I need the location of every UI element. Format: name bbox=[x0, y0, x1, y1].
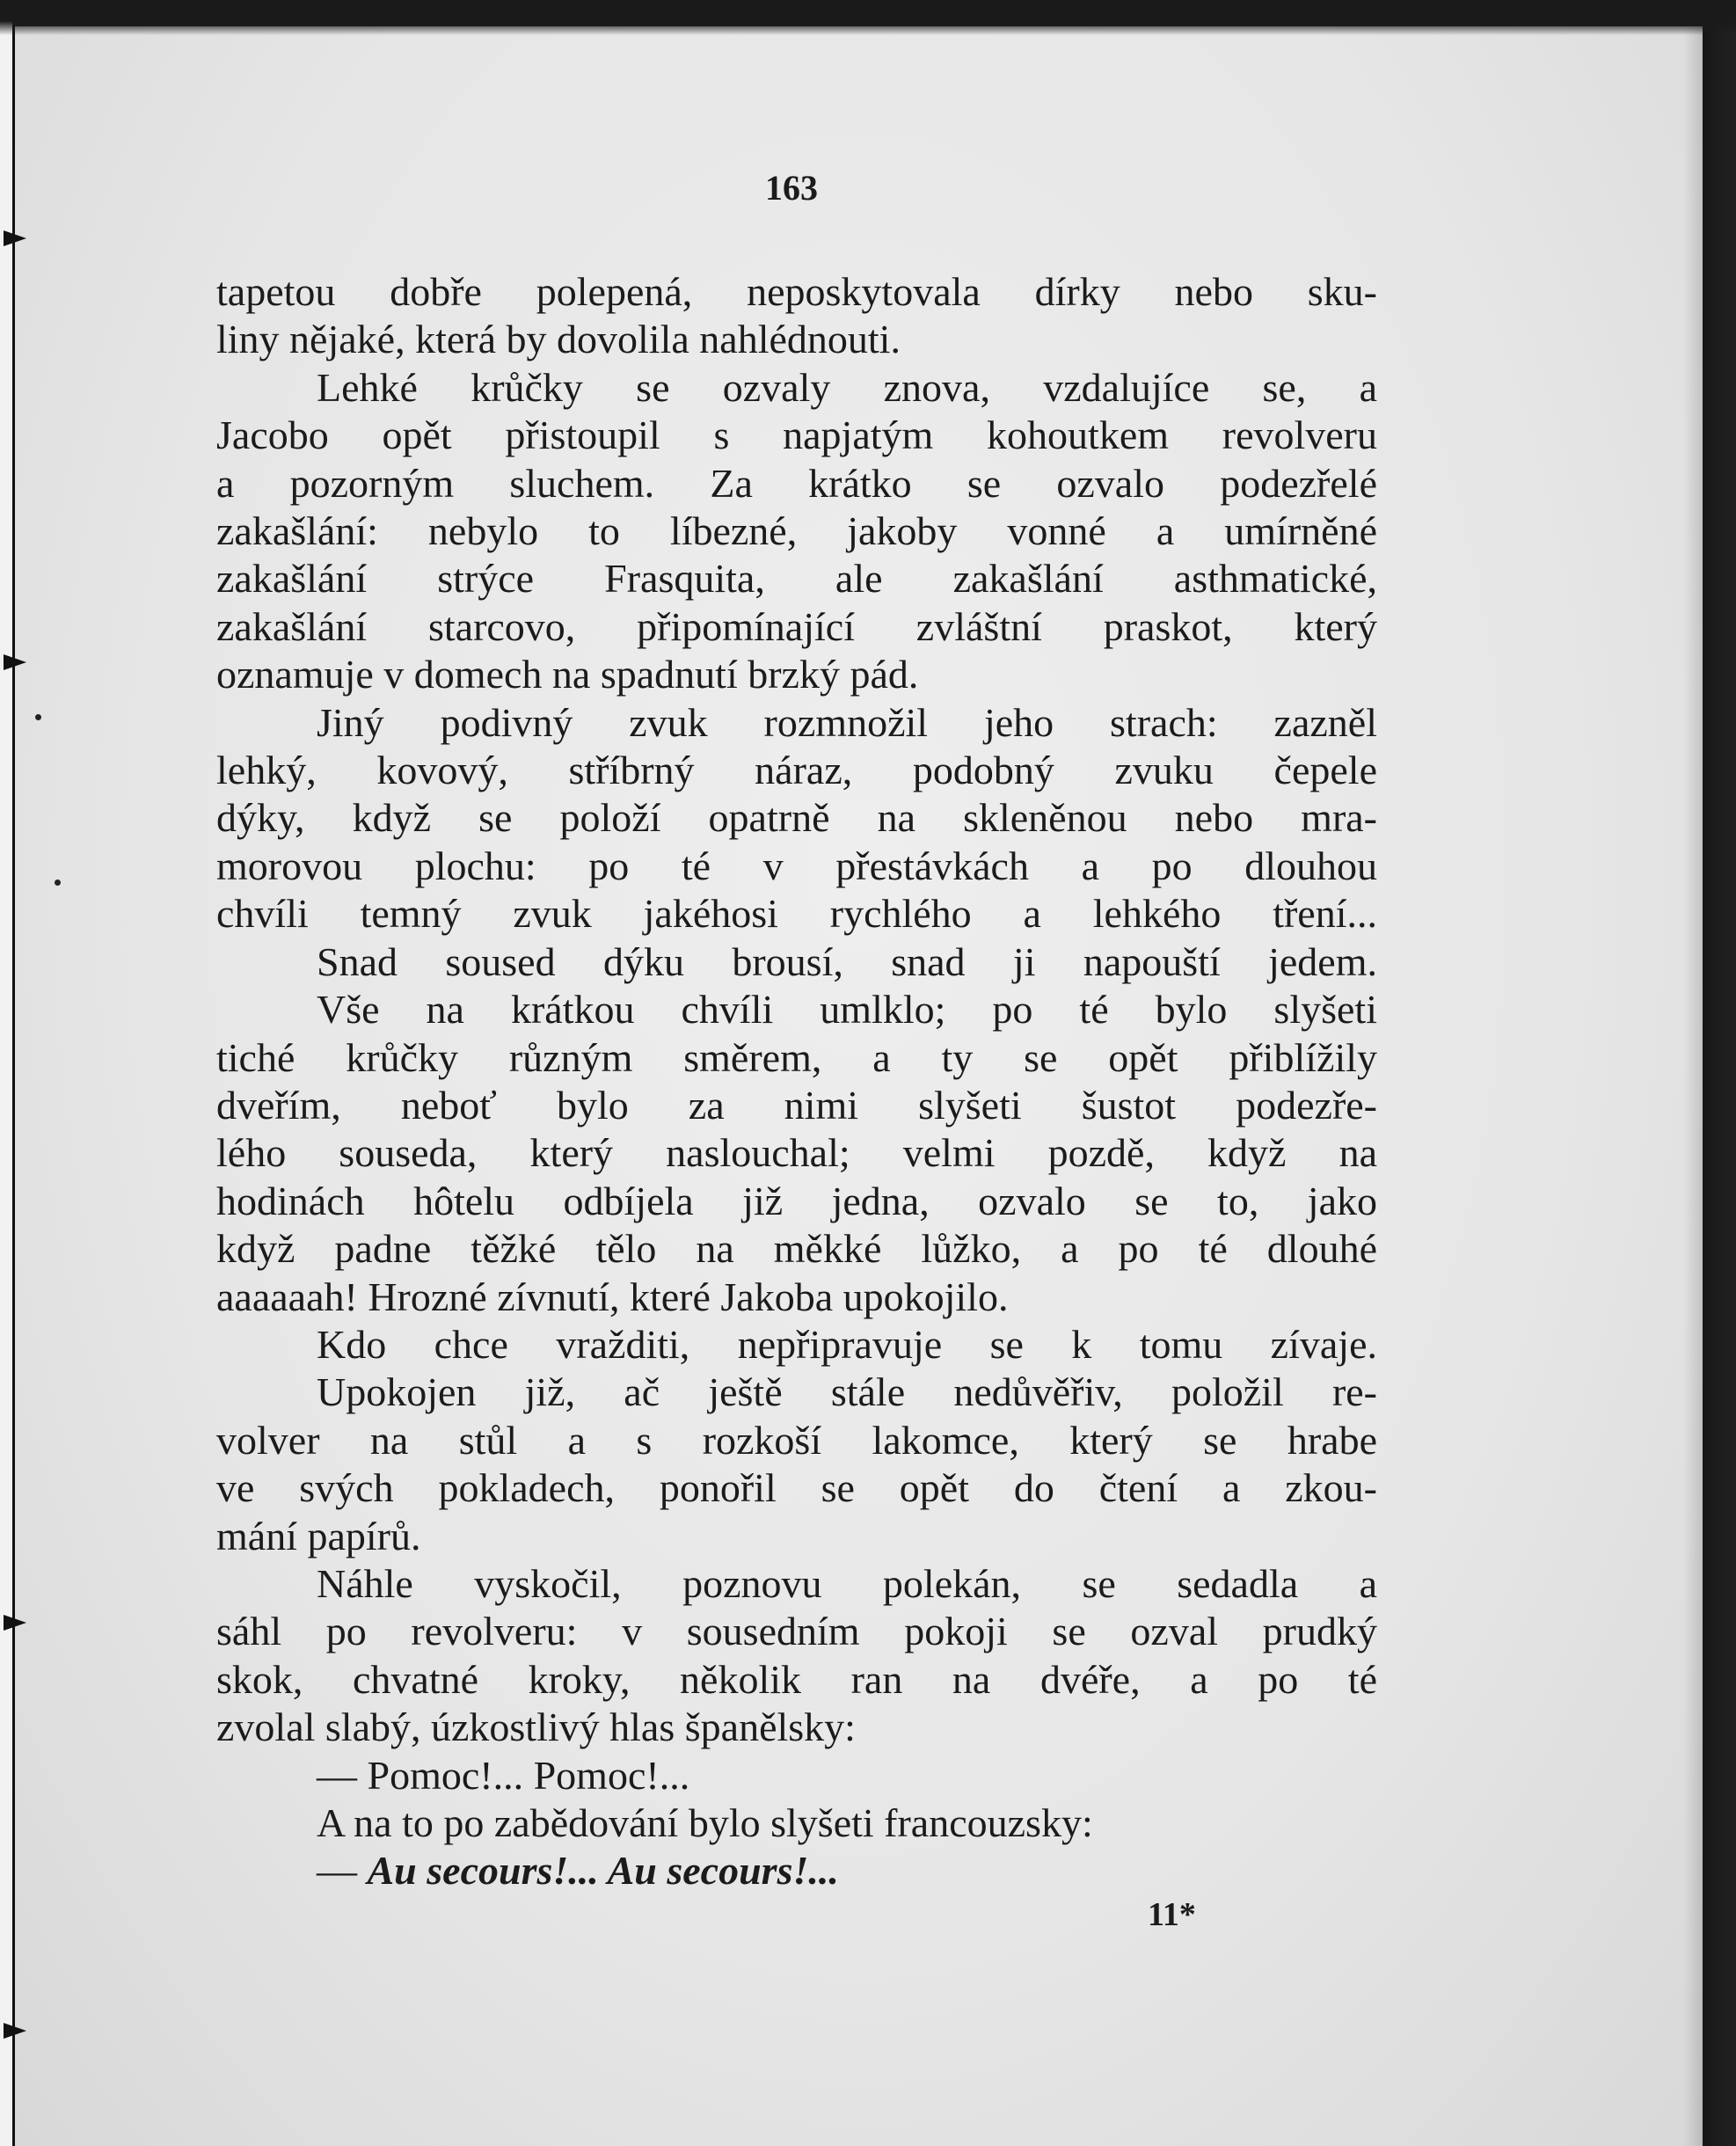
text-line: Upokojen již, ač ještě stále nedůvěřiv, položil re- bbox=[317, 1369, 1377, 1415]
text-line: Lehké krůčky se ozvaly znova, vzdalujíce se, a bbox=[317, 364, 1377, 410]
margin-arrow-icon bbox=[4, 654, 26, 670]
text-line: tiché krůčky různým směrem, a ty se opět přiblížily bbox=[216, 1034, 1377, 1080]
margin-arrow-icon bbox=[4, 230, 26, 246]
page-number: 163 bbox=[765, 168, 818, 208]
text-line: chvíli temný zvuk jakéhosi rychlého a lehkého tření... bbox=[216, 891, 1377, 937]
text-line: skok, chvatné kroky, několik ran na dvéře, a po té bbox=[216, 1656, 1377, 1702]
text-line: morovou plochu: po té v přestávkách a po dlouhou bbox=[216, 843, 1377, 888]
text-line: a pozorným sluchem. Za krátko se ozvalo podezřelé bbox=[216, 460, 1377, 506]
top-shadow bbox=[0, 0, 1736, 35]
body-text bbox=[216, 268, 1377, 1895]
text-line: ve svých pokladech, ponořil se opět do čtení a zkou- bbox=[216, 1465, 1377, 1511]
text-line: hodinách hôtelu odbíjela již jedna, ozvalo se to, jako bbox=[216, 1178, 1377, 1223]
text-line: mání papírů. bbox=[216, 1513, 421, 1558]
text-line: liny nějaké, která by dovolila nahlédnouti. bbox=[216, 317, 901, 362]
text-line: zakašlání strýce Frasquita, ale zakašlání asthmatické, bbox=[216, 556, 1377, 602]
text-line: — Pomoc!... Pomoc!... bbox=[317, 1752, 690, 1798]
margin-arrow-icon bbox=[4, 1615, 26, 1631]
text-line: oznamuje v domech na spadnutí brzký pád. bbox=[216, 652, 919, 697]
italic-exclamation: Au secours!... Au secours!... bbox=[367, 1848, 839, 1894]
text-line-italic bbox=[216, 1847, 1377, 1894]
text-line: když padne těžké tělo na měkké lůžko, a po té dlouhé bbox=[216, 1226, 1377, 1272]
binding-edge bbox=[0, 0, 15, 2146]
margin-arrow-icon bbox=[4, 2023, 26, 2039]
text-line: zakašlání: nebylo to líbezné, jakoby vonné a umírněné bbox=[216, 508, 1377, 554]
signature-mark: 11* bbox=[1148, 1896, 1196, 1933]
text-line: Jacobo opět přistoupil s napjatým kohoutkem revolveru bbox=[216, 412, 1377, 458]
text-line: Vše na krátkou chvíli umlklo; po té bylo slyšeti bbox=[317, 987, 1377, 1033]
gutter-shadow bbox=[1683, 0, 1736, 2146]
text-line: A na to po zabědování bylo slyšeti francouzsky: bbox=[317, 1800, 1093, 1845]
text-line: Jiný podivný zvuk rozmnožil jeho strach: zazněl bbox=[317, 699, 1377, 745]
text-line: zvolal slabý, úzkostlivý hlas španělsky: bbox=[216, 1704, 856, 1750]
text-line: lého souseda, který naslouchal; velmi pozdě, když na bbox=[216, 1130, 1377, 1176]
text-line: Snad soused dýku brousí, snad ji napouští jedem. bbox=[317, 938, 1377, 984]
text-line: Náhle vyskočil, poznovu polekán, se sedadla a bbox=[317, 1560, 1377, 1606]
text-line: zakašlání starcovo, připomínající zvláštní praskot, který bbox=[216, 603, 1377, 649]
text-line: volver na stůl a s rozkoší lakomce, který se hrabe bbox=[216, 1417, 1377, 1463]
text-line: dýky, když se položí opatrně na skleněnou nebo mra- bbox=[216, 795, 1377, 841]
text-line: sáhl po revolveru: v sousedním pokoji se ozval prudký bbox=[216, 1609, 1377, 1654]
speck-icon bbox=[35, 714, 41, 720]
dash: — bbox=[317, 1848, 368, 1894]
text-line: aaaaaah! Hrozné zívnutí, které Jakoba upokojilo. bbox=[216, 1274, 1009, 1319]
text-line: tapetou dobře polepená, neposkytovala dírky nebo sku- bbox=[216, 269, 1377, 314]
text-line: lehký, kovový, stříbrný náraz, podobný zvuku čepele bbox=[216, 748, 1377, 793]
text-line: Kdo chce vražditi, nepřipravuje se k tomu zívaje. bbox=[317, 1321, 1377, 1367]
speck-icon bbox=[55, 880, 61, 886]
text-line: dveřím, neboť bylo za nimi slyšeti šustot podezře- bbox=[216, 1082, 1377, 1128]
